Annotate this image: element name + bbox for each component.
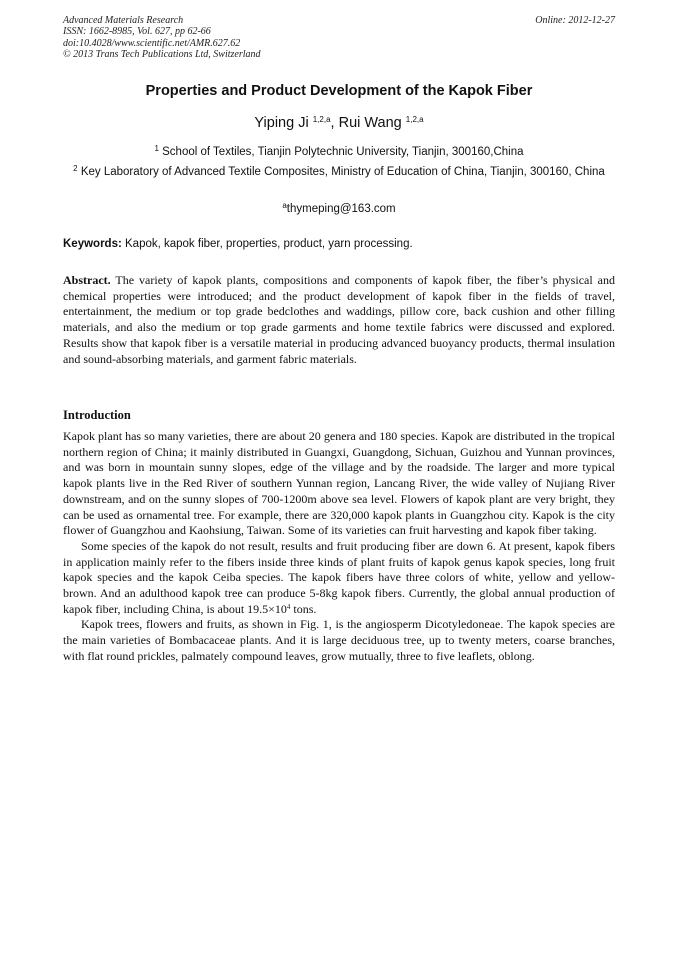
paper-title: Properties and Product Development of the Kapok Fiber <box>145 83 533 99</box>
keywords-text: Kapok, kapok fiber, properties, product, yarn processing. <box>125 238 413 250</box>
email-sup: a <box>282 201 287 210</box>
author-affiliation-sup: 1,2,a <box>312 115 331 124</box>
author-separator: , <box>330 115 339 131</box>
keywords-section <box>63 236 615 252</box>
issn-line: ISSN: 1662-8985, Vol. 627, pp 62-66 <box>63 26 211 38</box>
contact-email <box>63 201 615 217</box>
doi-line: doi:10.4028/www.scientific.net/AMR.627.62 <box>63 37 241 49</box>
copyright-line: © 2013 Trans Tech Publications Ltd, Switzerland <box>63 48 261 60</box>
intro-paragraph-2-text: Some species of the kapok do not result, results and fruit producing fiber are down 6. At present, kapok fibers in application mainly refer to the fibers inside three kinds of plant fruits of kapok genus kapok species, long fruit kapok species and the kapok Ceiba species. The kapok fibers have three colors of white, yellow and yellow-brown. And an adulthood kapok tree can produce 5-8kg kapok fibers. Currently, the global annual production of kapok fiber, including China, is about 19.5×10 <box>63 538 615 616</box>
journal-name: Advanced Materials Research <box>63 15 184 26</box>
author-name: Rui Wang <box>338 115 402 131</box>
online-date: Online: 2012-12-27 <box>535 15 615 26</box>
intro-paragraph-2-end: tons. <box>290 601 317 616</box>
affiliation-2 <box>63 164 615 180</box>
abstract-text: The variety of kapok plants, compositions and components of kapok fiber, the fiber’s physical and chemical properties were introduced; and the product development of kapok fiber in the fields of travel, entertainment, the medium or top grade bedclothes and waddings, pillow core, back cushion and other filling materials, and also the medium or top grade garments and home textile fabrics were discussed and explored. Results show that kapok fiber is a versatile material in producing advanced buoyancy products, thermal insulation and sound-absorbing materials, and garment fabric materials. <box>63 273 615 366</box>
introduction-body <box>63 429 615 665</box>
affiliation-1 <box>63 144 615 160</box>
keywords-label: Keywords: <box>63 238 122 250</box>
affiliation-text: School of Textiles, Tianjin Polytechnic University, Tianjin, 300160,China <box>162 146 524 158</box>
affiliation-sup: 2 <box>73 164 78 173</box>
exponent: 4 <box>286 602 291 611</box>
journal-header <box>63 15 261 60</box>
author-name: Yiping Ji <box>254 115 309 131</box>
abstract-label: Abstract. <box>63 273 111 287</box>
intro-paragraph-2 <box>63 539 615 618</box>
affiliation-text: Key Laboratory of Advanced Textile Composites, Ministry of Education of China, Tianjin, 300160, China <box>80 166 605 178</box>
author-affiliation-sup: 1,2,a <box>405 115 424 124</box>
affiliation-sup: 1 <box>154 144 159 153</box>
intro-paragraph-3: Kapok trees, flowers and fruits, as shown in Fig. 1, is the angiosperm Dicotyledoneae. The kapok species are the main varieties of Bombacaceae plants. And it is large deciduous tree, up to twenty meters, coarse branches, with flat round prickles, palmately compound leaves, grow mutually, three to five leaflets, oblong. <box>63 617 615 663</box>
intro-paragraph-1: Kapok plant has so many varieties, there are about 20 genera and 180 species. Kapok are distributed in the tropical northern region of China; it mainly distributed in Guangxi, Guangdong, Sichuan, Guizhou and Yunnan provinces, and was born in mountain sunny slopes, edge of the village and by the roadside. The larger and more typical kapok plants live in the Red River of southern Yunnan region, Lancang River, the wide valley of Nujiang River downstream, and on the sunny slopes of 700-1200m above sea level. Flowers of kapok plant are very bright, they can be used as ornamental tree. For example, there are 320,000 kapok plants in Guangzhou city. Kapok is the city flower of Guangzhou and Kaohsiung, Taiwan. Some of its varieties can fruit harvesting and kapok fiber taking. <box>63 429 615 538</box>
abstract-section <box>63 273 615 367</box>
author-list <box>63 113 615 133</box>
introduction-heading: Introduction <box>63 408 131 422</box>
email-address: thymeping@163.com <box>286 203 396 215</box>
